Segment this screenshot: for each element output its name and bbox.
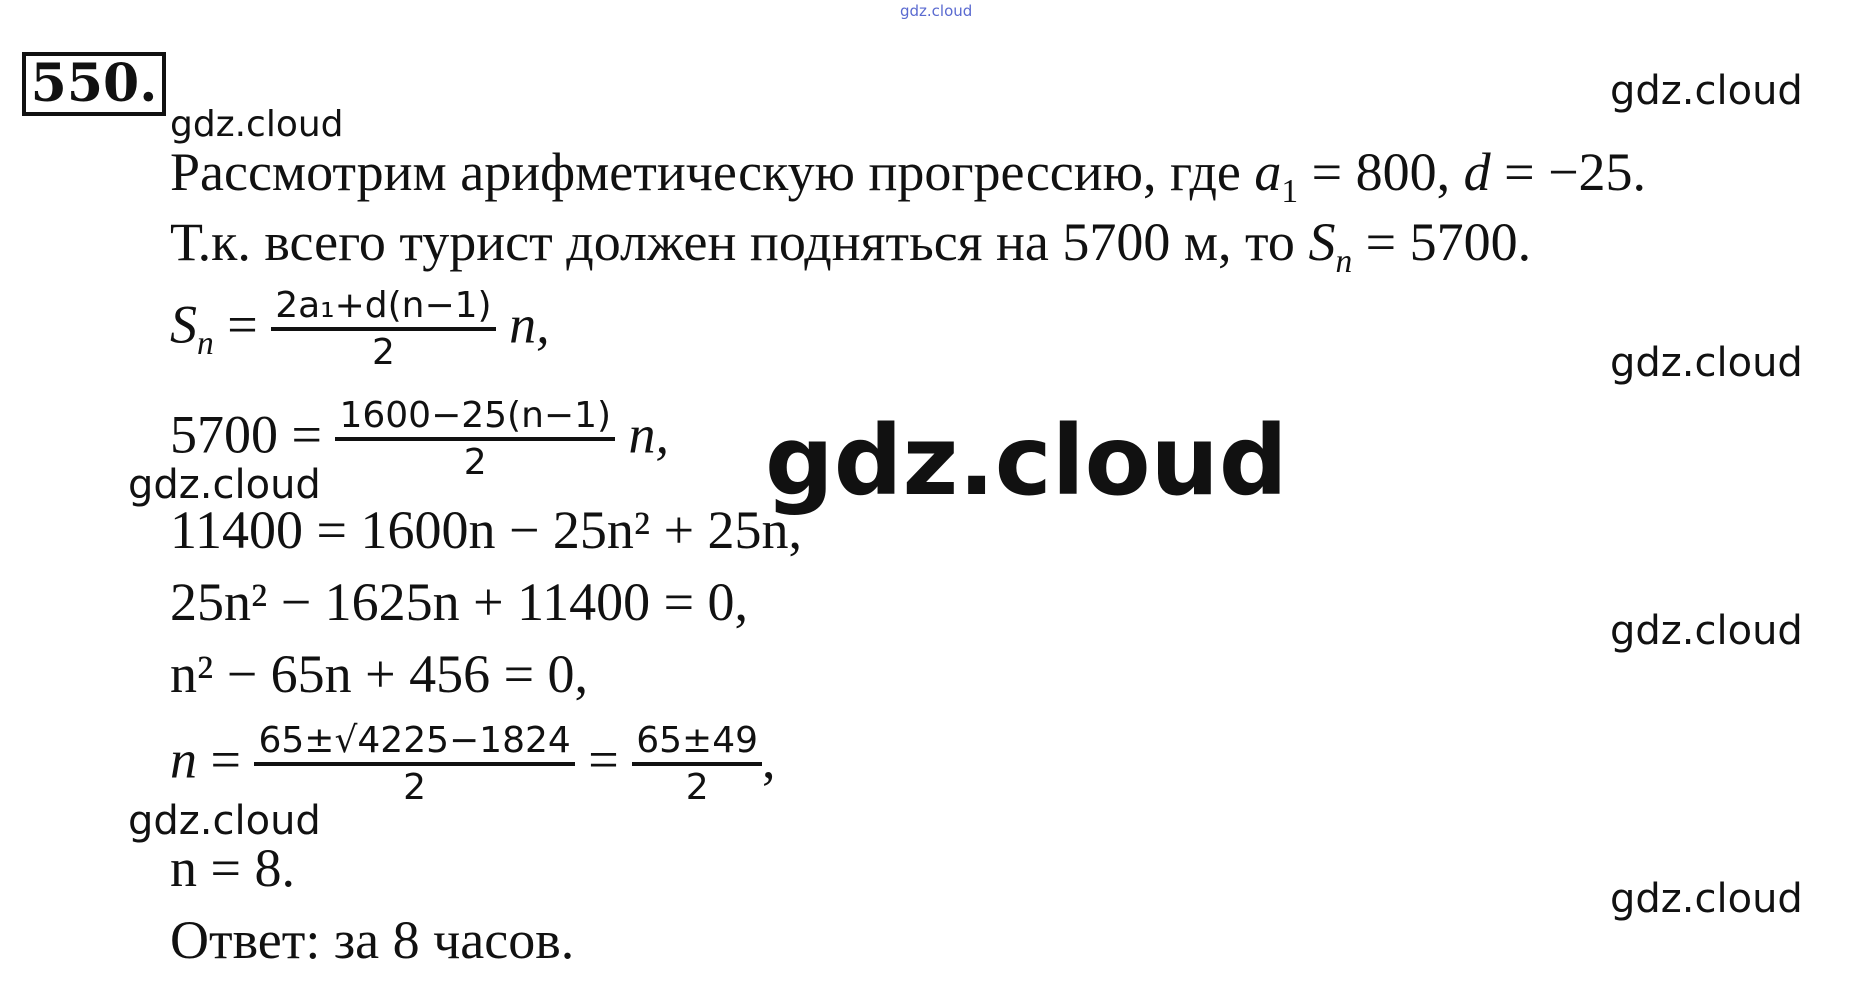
formula-substitution: 5700 = $\frac{1600-25(n-1)}{2}$ n, — [170, 395, 670, 483]
text-line-1: Рассмотрим арифметическую прогрессию, где $a_1 = 800$, d = −25. — [170, 142, 1647, 210]
problem-number: 550. — [22, 52, 166, 116]
formula-roots: n = $\frac{65\pm√4225-1824}{2}$ = $\frac{65\pm 49}{2}$ , — [170, 720, 776, 808]
watermark-top: gdz.cloud — [900, 2, 973, 20]
watermark: gdz.cloud — [1610, 340, 1803, 386]
watermark: gdz.cloud — [1610, 876, 1803, 922]
text-line-2: Т.к. всего турист должен подняться на 5700 м, то $S_n = 5700$. — [170, 212, 1532, 280]
fraction: $\frac{\text{2a₁+d(n−1)}}{2}$ — [271, 285, 495, 375]
watermark: gdz.cloud — [170, 104, 344, 145]
answer-line: Ответ: за 8 часов. — [170, 910, 575, 970]
fraction: $\frac{65\pm√4225-1824}{2}$ — [254, 720, 574, 810]
formula-sum: $S_n$ = $\frac{\text{2a₁+d(n−1)}}{2}$ n, — [170, 285, 550, 373]
fraction: $\frac{65\pm 49}{2}$ — [632, 720, 762, 810]
equation-line-7: n² − 65n + 456 = 0, — [170, 644, 589, 704]
watermark-center: gdz.cloud — [765, 405, 1288, 517]
equation-line-6: 25n² − 1625n + 11400 = 0, — [170, 572, 749, 632]
equation-line-5: 11400 = 1600n − 25n² + 25n, — [170, 500, 803, 560]
watermark: gdz.cloud — [128, 462, 321, 508]
watermark: gdz.cloud — [1610, 608, 1803, 654]
fraction: $\frac{1600-25(n-1)}{2}$ — [335, 395, 615, 485]
result-line: n = 8. — [170, 838, 295, 898]
watermark: gdz.cloud — [1610, 68, 1803, 114]
watermark: gdz.cloud — [128, 798, 321, 844]
